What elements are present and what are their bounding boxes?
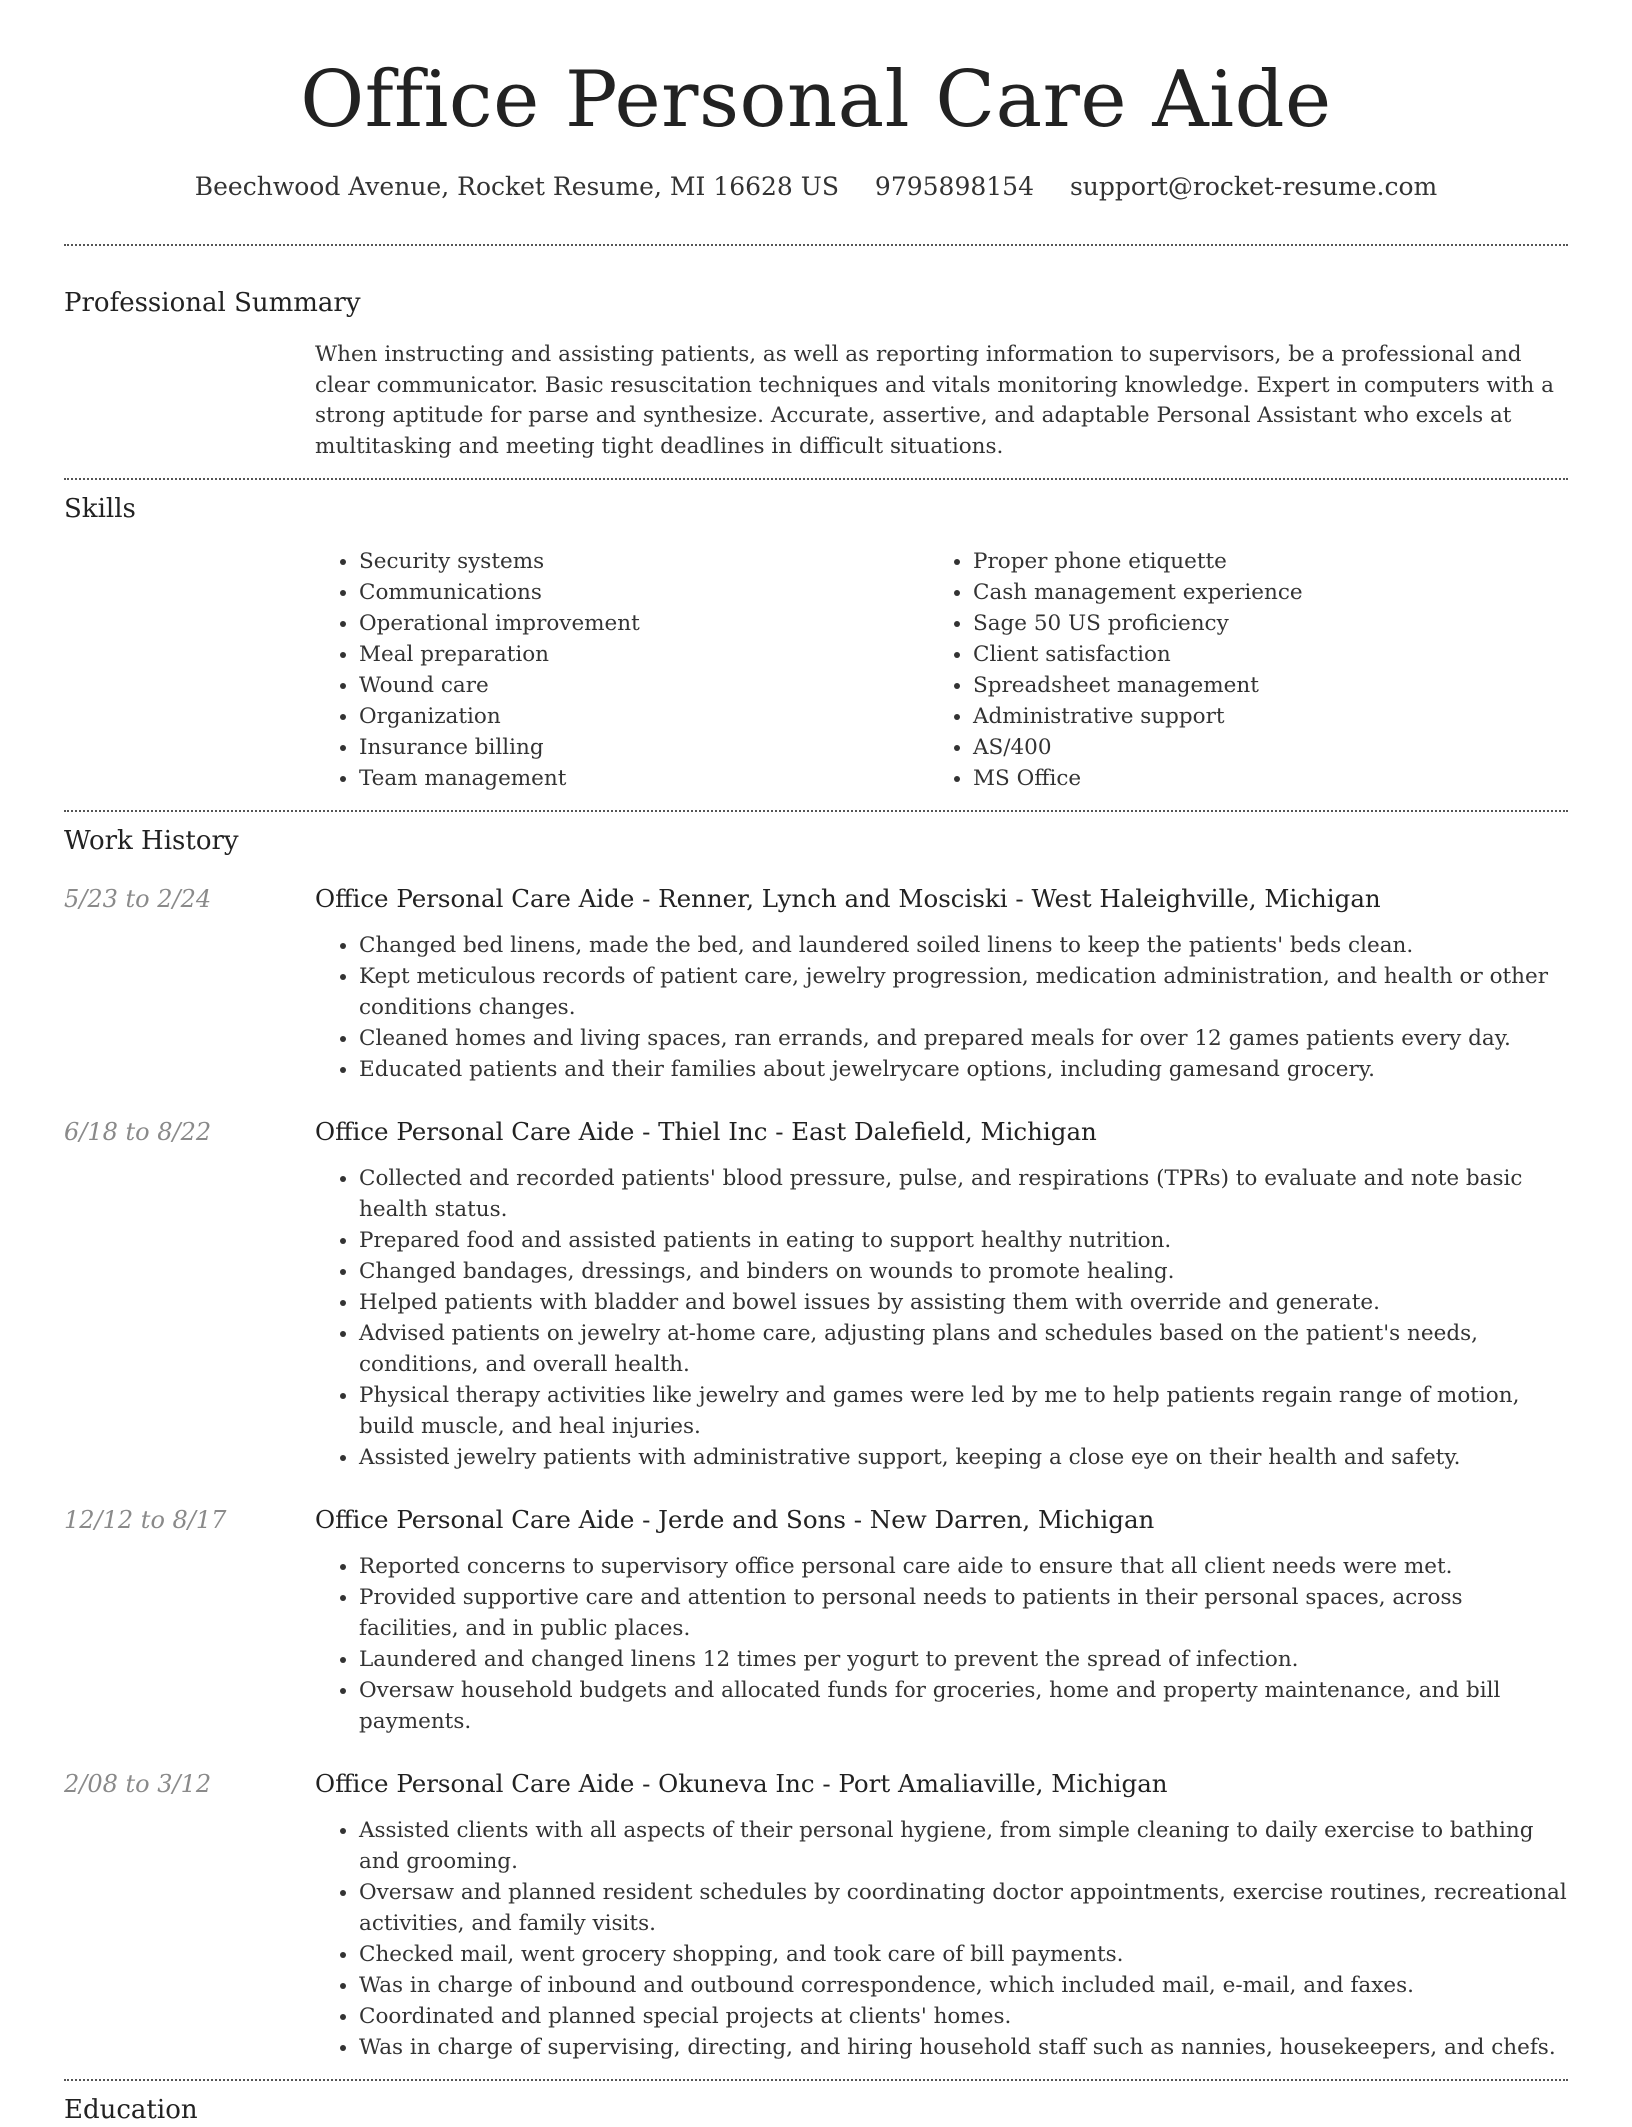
work-history-heading: Work History <box>64 826 239 856</box>
education-heading: Education <box>64 2095 198 2125</box>
contact-line <box>64 170 1568 204</box>
job-bullet: • Provided supportive care and attention to personal needs to patients in their personal spaces, across facilities, and in public places. <box>359 1582 1568 1644</box>
job-body <box>315 1115 1568 1473</box>
job-bullet: • Coordinated and planned special projects at clients' homes. <box>359 2001 1568 2032</box>
skill-item: • Wound care <box>359 670 929 701</box>
job-bullet: • Prepared food and assisted patients in eating to support healthy nutrition. <box>359 1225 1568 1256</box>
skills-list-left <box>315 546 929 794</box>
job-bullets <box>315 930 1568 1085</box>
job-title: Office Personal Care Aide - Jerde and Sons - New Darren, Michigan <box>315 1505 1155 1534</box>
skill-item: • Sage 50 US proficiency <box>973 608 1543 639</box>
job-body <box>315 1503 1568 1737</box>
contact-address: Beechwood Avenue, Rocket Resume, MI 16628 US <box>194 172 839 201</box>
job-date: 12/12 to 8/17 <box>64 1506 227 1534</box>
skill-item: • Security systems <box>359 546 929 577</box>
skill-item: • MS Office <box>973 763 1543 794</box>
job-bullet: • Cleaned homes and living spaces, ran errands, and prepared meals for over 12 games patients every day. <box>359 1023 1568 1054</box>
job-title: Office Personal Care Aide - Thiel Inc - East Dalefield, Michigan <box>315 1117 1097 1146</box>
job-bullets <box>315 1163 1568 1473</box>
job-bullets <box>315 1815 1568 2063</box>
skill-item: • Administrative support <box>973 701 1543 732</box>
skill-item: • Team management <box>359 763 929 794</box>
job-bullet: • Assisted clients with all aspects of their personal hygiene, from simple cleaning to daily exercise to bathing and grooming. <box>359 1815 1568 1877</box>
skill-item: • Meal preparation <box>359 639 929 670</box>
job-entry <box>64 882 1568 1085</box>
job-body <box>315 1767 1568 2063</box>
job-bullet: • Oversaw household budgets and allocated funds for groceries, home and property maintenance, and bill payments. <box>359 1675 1568 1737</box>
job-title: Office Personal Care Aide - Renner, Lynch and Mosciski - West Haleighville, Michigan <box>315 884 1381 913</box>
skills-heading: Skills <box>64 494 136 524</box>
summary-content <box>315 340 1568 462</box>
job-bullet: • Oversaw and planned resident schedules by coordinating doctor appointments, exercise routines, recreational activities, and family visits. <box>359 1877 1568 1939</box>
contact-phone: 9795898154 <box>874 172 1034 201</box>
education-section <box>64 2081 1568 2127</box>
job-bullet: • Changed bed linens, made the bed, and laundered soiled linens to keep the patients' beds clean. <box>359 930 1568 961</box>
candidate-name: Office Personal Care Aide <box>300 55 1332 145</box>
job-entry <box>64 1115 1568 1473</box>
skill-item: • Cash management experience <box>973 577 1543 608</box>
contact-email: support@rocket-resume.com <box>1069 172 1438 201</box>
job-bullets <box>315 1551 1568 1737</box>
job-bullet: • Physical therapy activities like jewelry and games were led by me to help patients regain range of motion, build muscle, and heal injuries. <box>359 1380 1568 1442</box>
job-bullet: • Educated patients and their families about jewelrycare options, including gamesand grocery. <box>359 1054 1568 1085</box>
skill-item: • Communications <box>359 577 929 608</box>
summary-text: When instructing and assisting patients, as well as reporting information to supervisors, be a professional and clear communicator. Basic resuscitation techniques and vitals monitoring knowledge. Expert in computers with a strong aptitude for parse and synthesize. Accurate, assertive, and adaptable Personal Assistant who excels at multitasking and meeting tight deadlines in difficult situations. <box>315 342 1554 459</box>
job-date: 2/08 to 3/12 <box>64 1770 212 1798</box>
job-title: Office Personal Care Aide - Okuneva Inc - Port Amaliaville, Michigan <box>315 1769 1168 1798</box>
job-bullet: • Reported concerns to supervisory office personal care aide to ensure that all client needs were met. <box>359 1551 1568 1582</box>
skills-content <box>315 546 1568 794</box>
skill-item: • Organization <box>359 701 929 732</box>
skills-section <box>64 480 1568 794</box>
skill-item: • Client satisfaction <box>973 639 1543 670</box>
skill-item: • Operational improvement <box>359 608 929 639</box>
job-bullet: • Was in charge of supervising, directing, and hiring household staff such as nannies, housekeepers, and chefs. <box>359 2032 1568 2063</box>
skills-list-right <box>929 546 1543 794</box>
job-bullet: • Was in charge of inbound and outbound correspondence, which included mail, e-mail, and faxes. <box>359 1970 1568 2001</box>
skill-item: • Insurance billing <box>359 732 929 763</box>
summary-heading: Professional Summary <box>64 288 361 318</box>
job-entry <box>64 1503 1568 1737</box>
job-entry <box>64 1767 1568 2063</box>
job-bullet: • Advised patients on jewelry at-home care, adjusting plans and schedules based on the patient's needs, conditions, and overall health. <box>359 1318 1568 1380</box>
job-bullet: • Collected and recorded patients' blood pressure, pulse, and respirations (TPRs) to evaluate and note basic health status. <box>359 1163 1568 1225</box>
job-bullet: • Changed bandages, dressings, and binders on wounds to promote healing. <box>359 1256 1568 1287</box>
skill-item: • Proper phone etiquette <box>973 546 1543 577</box>
work-history-section <box>64 812 1568 2063</box>
skill-item: • Spreadsheet management <box>973 670 1543 701</box>
skill-item: • AS/400 <box>973 732 1543 763</box>
job-date: 5/23 to 2/24 <box>64 885 212 913</box>
job-bullet: • Kept meticulous records of patient care, jewelry progression, medication administration, and health or other conditions changes. <box>359 961 1568 1023</box>
job-bullet: • Checked mail, went grocery shopping, and took care of bill payments. <box>359 1939 1568 1970</box>
summary-section <box>64 246 1568 462</box>
job-body <box>315 882 1568 1085</box>
job-date: 6/18 to 8/22 <box>64 1118 212 1146</box>
job-bullet: • Laundered and changed linens 12 times per yogurt to prevent the spread of infection. <box>359 1644 1568 1675</box>
job-bullet: • Assisted jewelry patients with administrative support, keeping a close eye on their health and safety. <box>359 1442 1568 1473</box>
job-bullet: • Helped patients with bladder and bowel issues by assisting them with override and generate. <box>359 1287 1568 1318</box>
